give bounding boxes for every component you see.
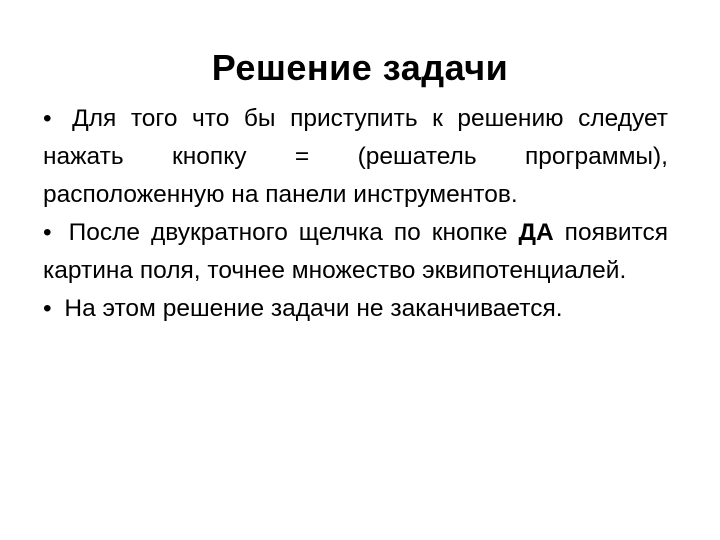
bullet-text-2-after: появится картина поля, точнее множество эквипотенциалей. xyxy=(43,219,668,284)
bullet-marker: • xyxy=(43,105,52,132)
slide-title: Решение задачи xyxy=(211,47,509,88)
slide-body xyxy=(43,100,668,328)
bullet-text-1: Для того что бы приступить к решению следует нажать кнопку = (решатель программы), расположенную на панели инструментов. xyxy=(43,105,669,208)
bullet-item-2 xyxy=(43,214,668,290)
bullet-marker: • xyxy=(43,295,52,322)
bullet-item-3 xyxy=(43,290,668,328)
bullet-marker: • xyxy=(43,219,52,246)
bullet-text-3: На этом решение задачи не заканчивается. xyxy=(64,295,563,322)
bullet-text-2-bold: ДА xyxy=(518,219,554,246)
bullet-text-2-before: После двукратного щелчка по кнопке xyxy=(68,219,519,246)
bullet-item-1 xyxy=(43,100,668,214)
